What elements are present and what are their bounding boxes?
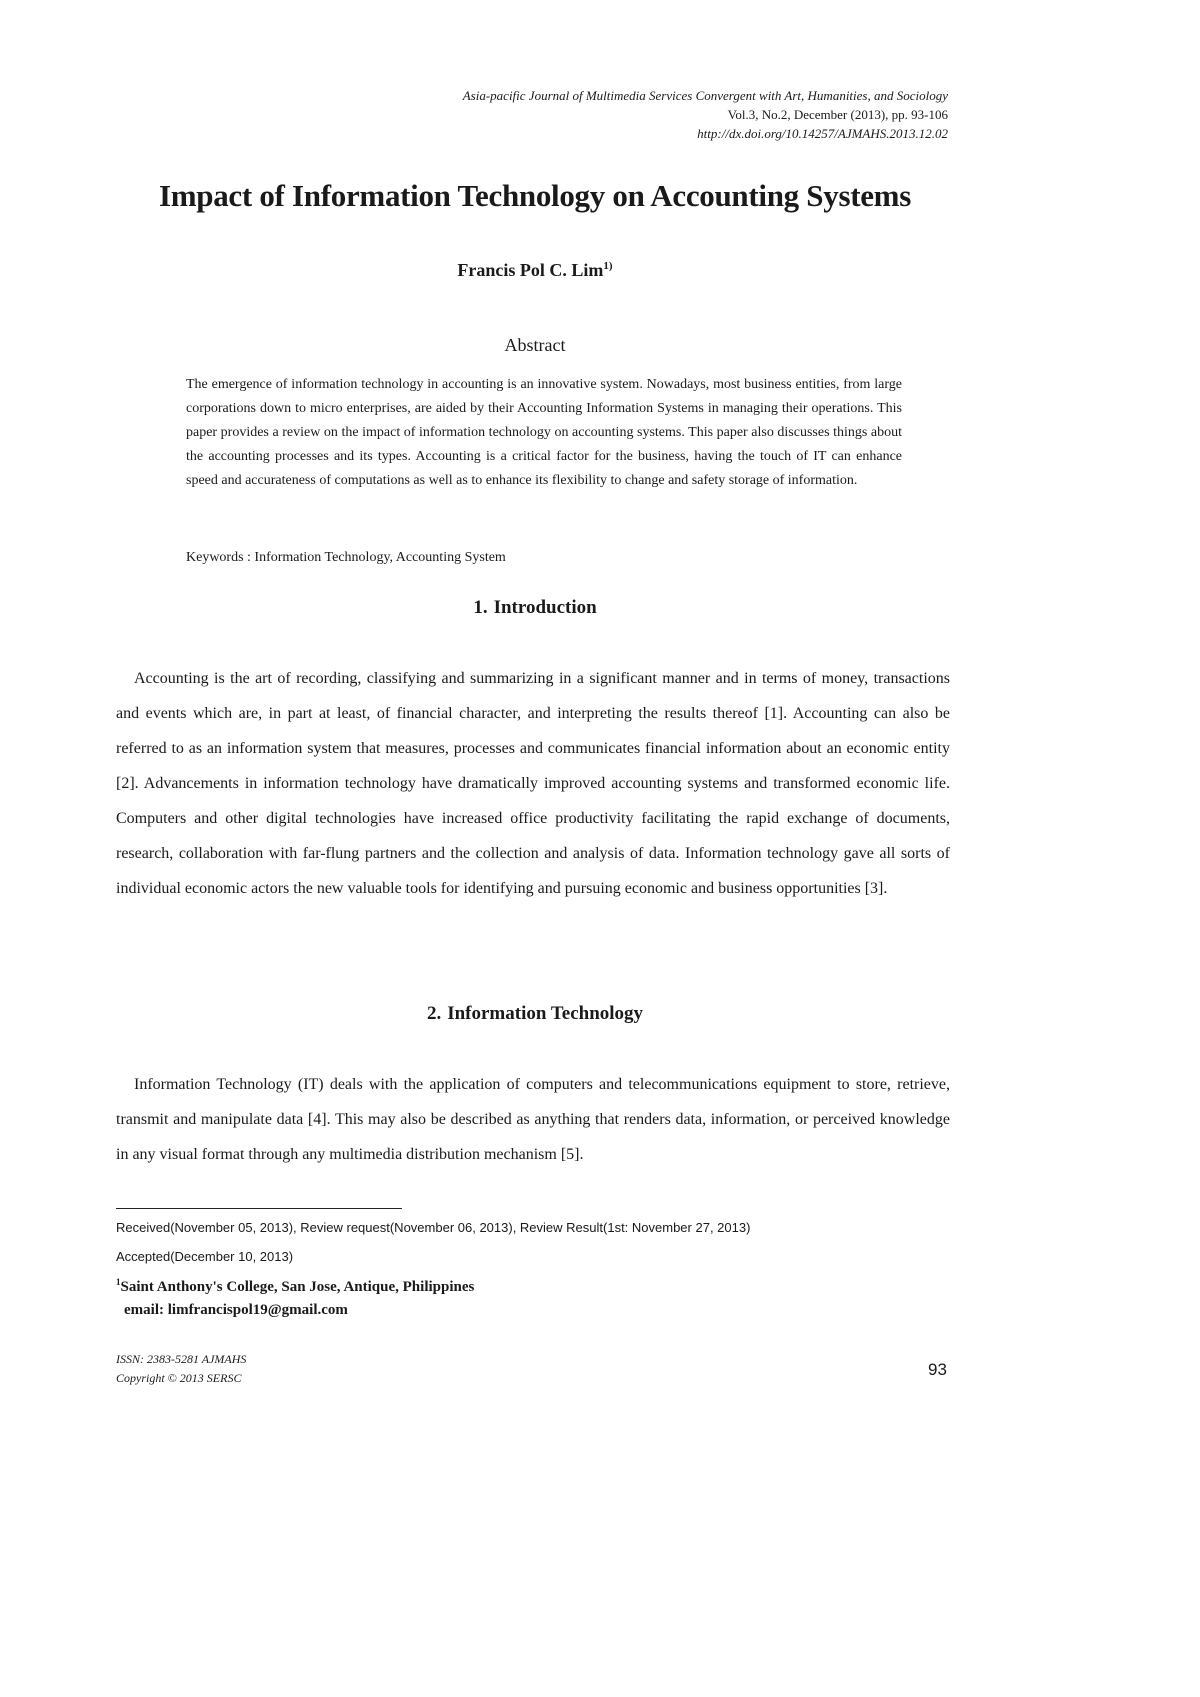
abstract-heading: Abstract: [504, 335, 566, 355]
volume-info: Vol.3, No.2, December (2013), pp. 93-106: [727, 107, 948, 122]
section-title: Information Technology: [447, 1003, 644, 1024]
section-number: 1.: [473, 597, 488, 618]
author-name: Francis Pol C. Lim: [457, 260, 604, 280]
footnote-email[interactable]: email: limfrancispol19@gmail.com: [124, 1302, 348, 1318]
journal-name: Asia-pacific Journal of Multimedia Services Convergent with Art, Humanities, and Sociology: [462, 88, 948, 103]
keywords: Keywords : Information Technology, Accounting System: [186, 550, 506, 565]
abstract-text: The emergence of information technology in accounting is an innovative system. Nowadays, most business entities, from large corporations down to micro enterprises, are aided by their Accounting Information Systems in managing their operations. This paper provides a review on the impact of information technology on accounting systems. This paper also discusses things about the accounting processes and its types. Accounting is a critical factor for the business, having the touch of IT can enhance speed and accurateness of computations as well as to enhance its flexibility to change and safety storage of information.: [186, 377, 902, 488]
information-technology-paragraph: Information Technology (IT) deals with the application of computers and telecommunications equipment to store, retrieve, transmit and manipulate data [4]. This may also be described as anything that renders data, information, or perceived knowledge in any visual format through any multimedia distribution mechanism [5].: [116, 1076, 950, 1163]
footnote-received: Received(November 05, 2013), Review request(November 06, 2013), Review Result(1st: November 27, 2013): [116, 1220, 751, 1235]
copyright: Copyright © 2013 SERSC: [116, 1371, 242, 1385]
author-line: [0, 260, 1070, 281]
journal-header: [463, 86, 948, 143]
footnote-divider: [116, 1208, 402, 1209]
footnote-affil-mark: 1: [116, 1277, 121, 1287]
section-title: Introduction: [493, 597, 597, 618]
issn-block: [116, 1350, 246, 1388]
introduction-paragraph: Accounting is the art of recording, classifying and summarizing in a significant manner and in terms of money, transactions and events which are, in part at least, of financial character, and interpreting the results thereof [1]. Accounting can also be referred to as an information system that measures, processes and communicates financial information about an economic entity [2]. Advancements in information technology have dramatically improved accounting systems and transformed economic life. Computers and other digital technologies have increased office productivity facilitating the rapid exchange of documents, research, collaboration with far-flung partners and the collection and analysis of data. Information technology gave all sorts of individual economic actors the new valuable tools for identifying and pursuing economic and business opportunities [3].: [116, 670, 950, 897]
author-affil-mark: 1): [603, 260, 613, 272]
doi-link[interactable]: http://dx.doi.org/10.14257/AJMAHS.2013.12.02: [697, 126, 948, 141]
footnote-affiliation: $^1$Saint Anthony's College, San Jose, Antique, Philippines: [116, 1277, 475, 1295]
paper-title: Impact of Information Technology on Accounting Systems: [159, 178, 911, 213]
section-heading-information-technology: [0, 1003, 1070, 1025]
section-heading-introduction: [0, 597, 1070, 619]
section-number: 2.: [426, 1003, 442, 1024]
page-number: 93: [928, 1360, 947, 1379]
issn: ISSN: 2383-5281 AJMAHS: [116, 1352, 247, 1366]
footnote-accepted: Accepted(December 10, 2013): [116, 1249, 294, 1264]
